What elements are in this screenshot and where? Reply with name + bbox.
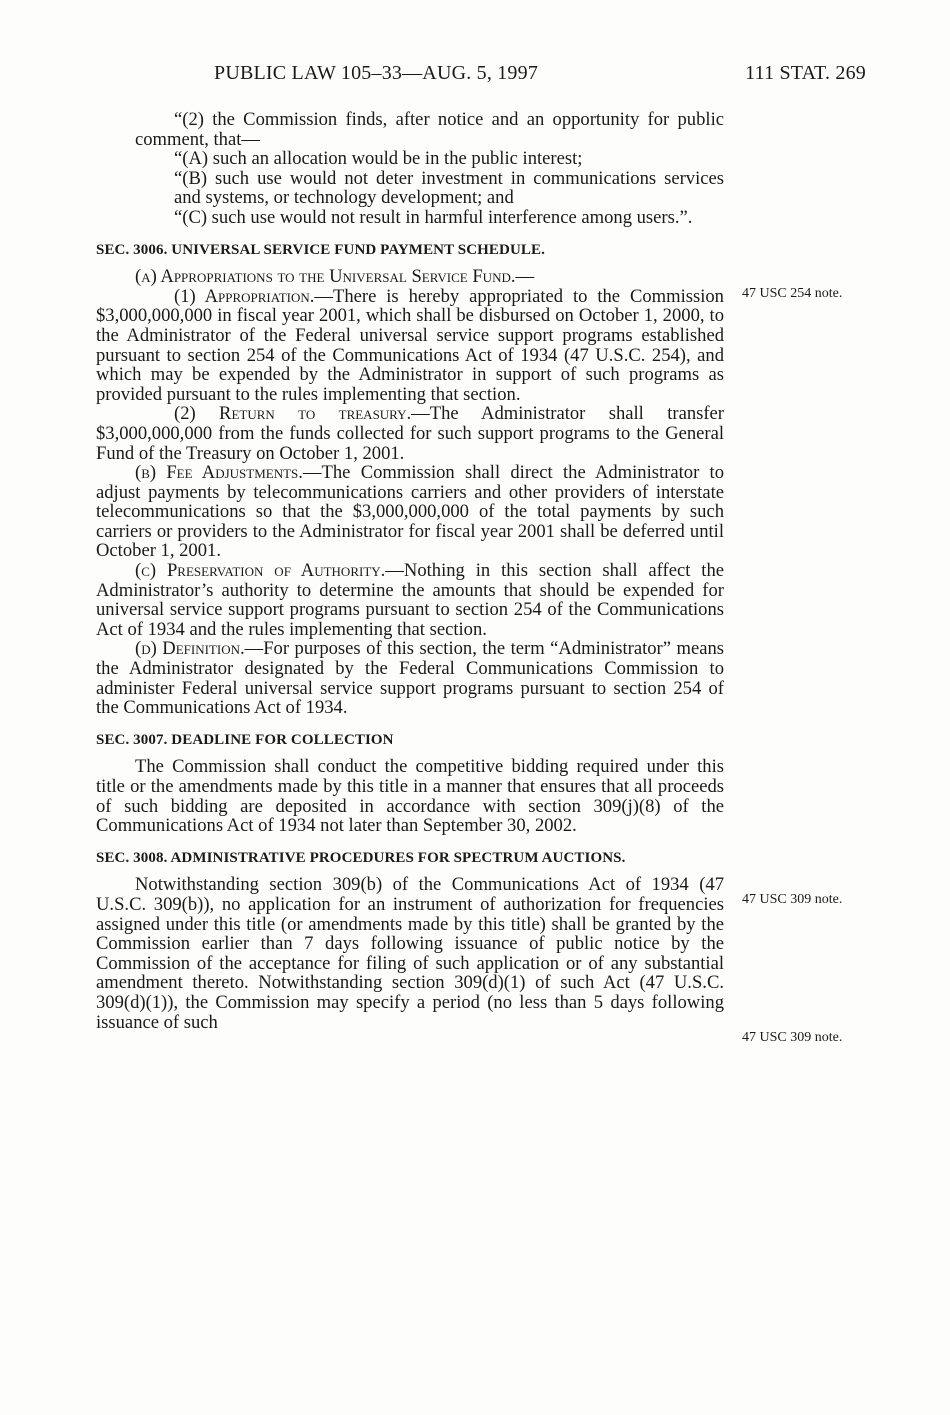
subsection-d-label: (d) Definition.—: [135, 638, 264, 660]
subsection-c-label: (c) Preservation of Authority.—: [135, 560, 404, 582]
margin-note-sec-3008: 47 USC 309 note.: [742, 1030, 843, 1045]
paragraph-a1: [96, 287, 724, 405]
section-3007-text: The Commission shall conduct the competitive bidding required under this title or the amendments made by this title in a manner that ensures that all proceeds of such bidding are deposited in accordance with section 309(j)(8) of the Communications Act of 1934 not later than September 30, 2002.: [96, 756, 724, 837]
margin-note-sec-3007: 47 USC 309 note.: [742, 892, 843, 907]
paragraph-a2-label: (2) Return to treasury.—: [174, 403, 430, 425]
intro-paragraph-2: “(2) the Commission finds, after notice and an opportunity for public comment, that—: [135, 109, 724, 150]
subsection-d: [96, 639, 724, 717]
paragraph-a1-text: There is hereby appropriated to the Commission $3,000,000,000 in fiscal year 2001, which shall be disbursed on October 1, 2000, to the Administrator of the Federal universal service support programs established pursuant to section 254 of the Communications Act of 1934 (47 U.S.C. 254), and which may be expended by the Administrator in support of such programs as provided pursuant to the rules implementing that section.: [96, 285, 724, 405]
section-3008-text: Notwithstanding section 309(b) of the Communications Act of 1934 (47 U.S.C. 309(b)), no application for an instrument of authorization for frequencies assigned under this title (or amendments made by this title) shall be granted by the Commission earlier than 7 days following issuance of public notice by the Commission of the acceptance for filing of such application or of any substantial amendment thereto. Notwithstanding section 309(d)(1) of such Act (47 U.S.C. 309(d)(1)), the Commission may specify a period (no less than 5 days following issuance of such: [96, 874, 724, 1033]
intro-subparagraphs: [96, 149, 724, 227]
subsection-b-label: (b) Fee Adjustments.—: [135, 462, 322, 484]
paragraph-a2-text: The Administrator shall transfer $3,000,000,000 from the funds collected for such support programs to the General Fund of the Treasury on October 1, 2001.: [96, 403, 724, 464]
intro-subparagraph-a: “(A) such an allocation would be in the public interest;: [174, 148, 583, 170]
header-page-number: 111 STAT. 269: [745, 62, 866, 84]
intro-subparagraph-b: “(B) such use would not deter investment in communications services and systems, or technology development; and: [174, 167, 724, 209]
subsection-c: [96, 561, 724, 639]
running-header: [96, 62, 866, 92]
paragraph-a1-label: (1) Appropriation.—: [174, 285, 333, 307]
section-3006-heading: SEC. 3006. UNIVERSAL SERVICE FUND PAYMENT SCHEDULE.: [96, 241, 545, 258]
subsection-b: [96, 463, 724, 561]
subsection-a-heading: (a) Appropriations to the Universal Service Fund.—: [135, 266, 535, 288]
paragraph-a2: [96, 404, 724, 463]
header-citation: PUBLIC LAW 105–33—AUG. 5, 1997: [214, 62, 539, 84]
section-3008-heading: SEC. 3008. ADMINISTRATIVE PROCEDURES FOR SPECTRUM AUCTIONS.: [96, 849, 626, 866]
document-body: [96, 110, 724, 1032]
subsection-b-text: The Commission shall direct the Administrator to adjust payments by telecommunications carriers and other providers of interstate telecommunications so that the $3,000,000,000 of the total payments by such carriers or providers to the Administrator for fiscal year 2001 shall be deferred until October 1, 2001.: [96, 462, 724, 562]
section-3007-heading: SEC. 3007. DEADLINE FOR COLLECTION: [96, 731, 394, 748]
margin-note-sec-3006: 47 USC 254 note.: [742, 286, 843, 301]
subsection-c-text: Nothing in this section shall affect the Administrator’s authority to determine the amounts that should be expended for universal service support programs pursuant to section 254 of the Communications Act of 1934 and the rules implementing that section.: [96, 560, 724, 640]
intro-subparagraph-c: “(C) such use would not result in harmful interference among users.”.: [174, 206, 693, 228]
subsection-d-text: For purposes of this section, the term “Administrator” means the Administrator designated by the Federal Communications Commission to administer Federal universal service support programs pursuant to section 254 of the Communications Act of 1934.: [96, 638, 724, 719]
intro-block: [96, 110, 724, 149]
